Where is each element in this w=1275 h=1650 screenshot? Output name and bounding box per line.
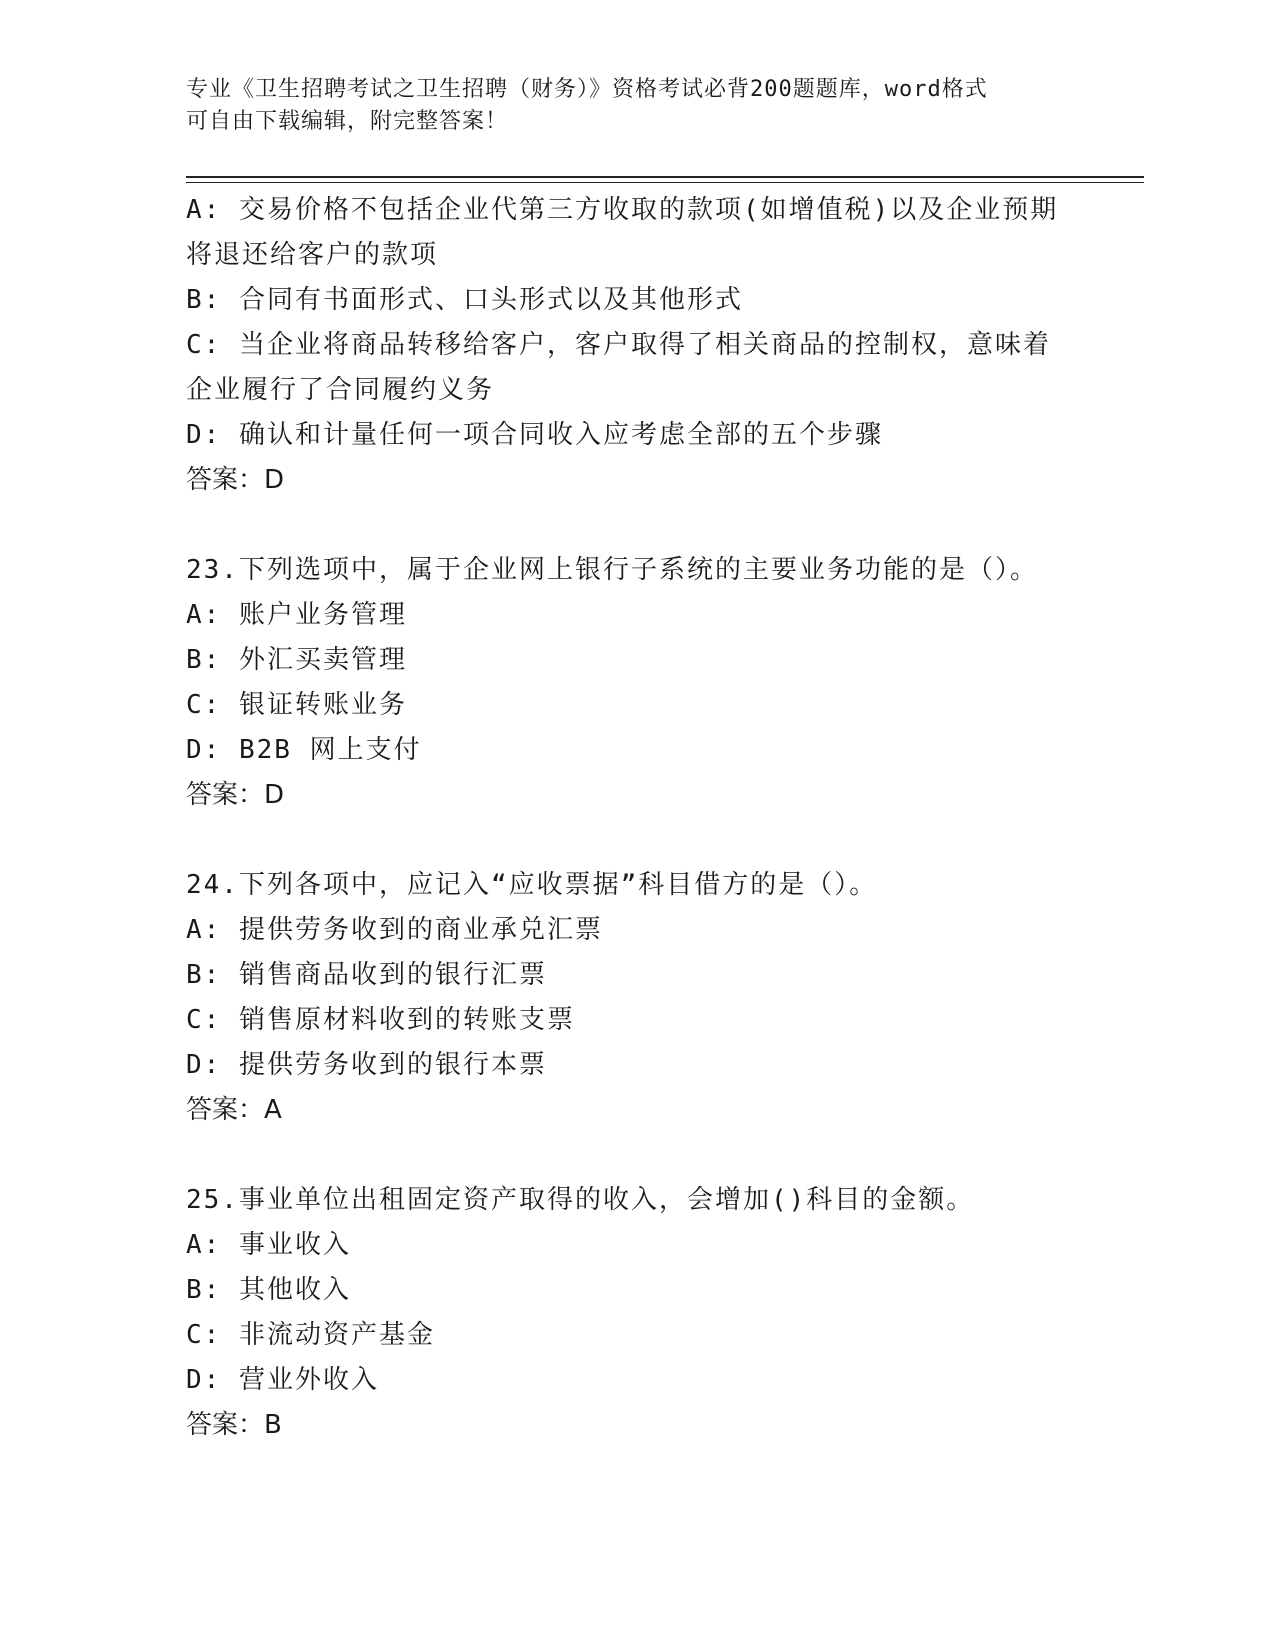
question-stem: 25.事业单位出租固定资产取得的收入，会增加()科目的金额。 — [186, 1185, 975, 1215]
question-block-25 — [186, 1178, 1086, 1448]
option-line: 企业履行了合同履约义务 — [186, 375, 495, 405]
answer-line: 答案：D — [186, 780, 285, 810]
option-a: A: 提供劳务收到的商业承兑汇票 — [186, 915, 603, 945]
header-divider-thin — [186, 182, 1144, 183]
answer-line: 答案：D — [186, 465, 285, 495]
option-c: C: 银证转账业务 — [186, 690, 407, 720]
option-d: D: B2B 网上支付 — [186, 735, 422, 765]
question-block-23 — [186, 548, 1086, 818]
answer-line: 答案：A — [186, 1095, 282, 1125]
question-stem: 24.下列各项中，应记入“应收票据”科目借方的是（）。 — [186, 870, 878, 900]
option-c: C: 非流动资产基金 — [186, 1320, 435, 1350]
option-line: A: 交易价格不包括企业代第三方收取的款项(如增值税)以及企业预期 — [186, 195, 1059, 225]
header-divider-thick — [186, 176, 1144, 178]
option-line: C: 当企业将商品转移给客户，客户取得了相关商品的控制权，意味着 — [186, 330, 1051, 360]
question-block-22 — [186, 188, 1086, 503]
option-line: B: 合同有书面形式、口头形式以及其他形式 — [186, 285, 743, 315]
option-d: D: 提供劳务收到的银行本票 — [186, 1050, 547, 1080]
answer-line: 答案：B — [186, 1410, 282, 1440]
option-c: C: 销售原材料收到的转账支票 — [186, 1005, 575, 1035]
document-body — [186, 188, 1086, 1448]
document-header — [186, 74, 1086, 138]
option-line: D: 确认和计量任何一项合同收入应考虑全部的五个步骤 — [186, 420, 883, 450]
option-line: 将退还给客户的款项 — [186, 240, 439, 270]
header-line-2: 可自由下载编辑，附完整答案！ — [186, 109, 509, 134]
question-block-24 — [186, 863, 1086, 1133]
option-a: A: 事业收入 — [186, 1230, 351, 1260]
option-b: B: 销售商品收到的银行汇票 — [186, 960, 547, 990]
option-b: B: 其他收入 — [186, 1275, 351, 1305]
question-stem: 23.下列选项中，属于企业网上银行子系统的主要业务功能的是（）。 — [186, 555, 1038, 585]
option-a: A: 账户业务管理 — [186, 600, 407, 630]
option-d: D: 营业外收入 — [186, 1365, 379, 1395]
option-b: B: 外汇买卖管理 — [186, 645, 407, 675]
header-line-1: 专业《卫生招聘考试之卫生招聘（财务）》资格考试必背200题题库，word格式 — [186, 77, 988, 102]
